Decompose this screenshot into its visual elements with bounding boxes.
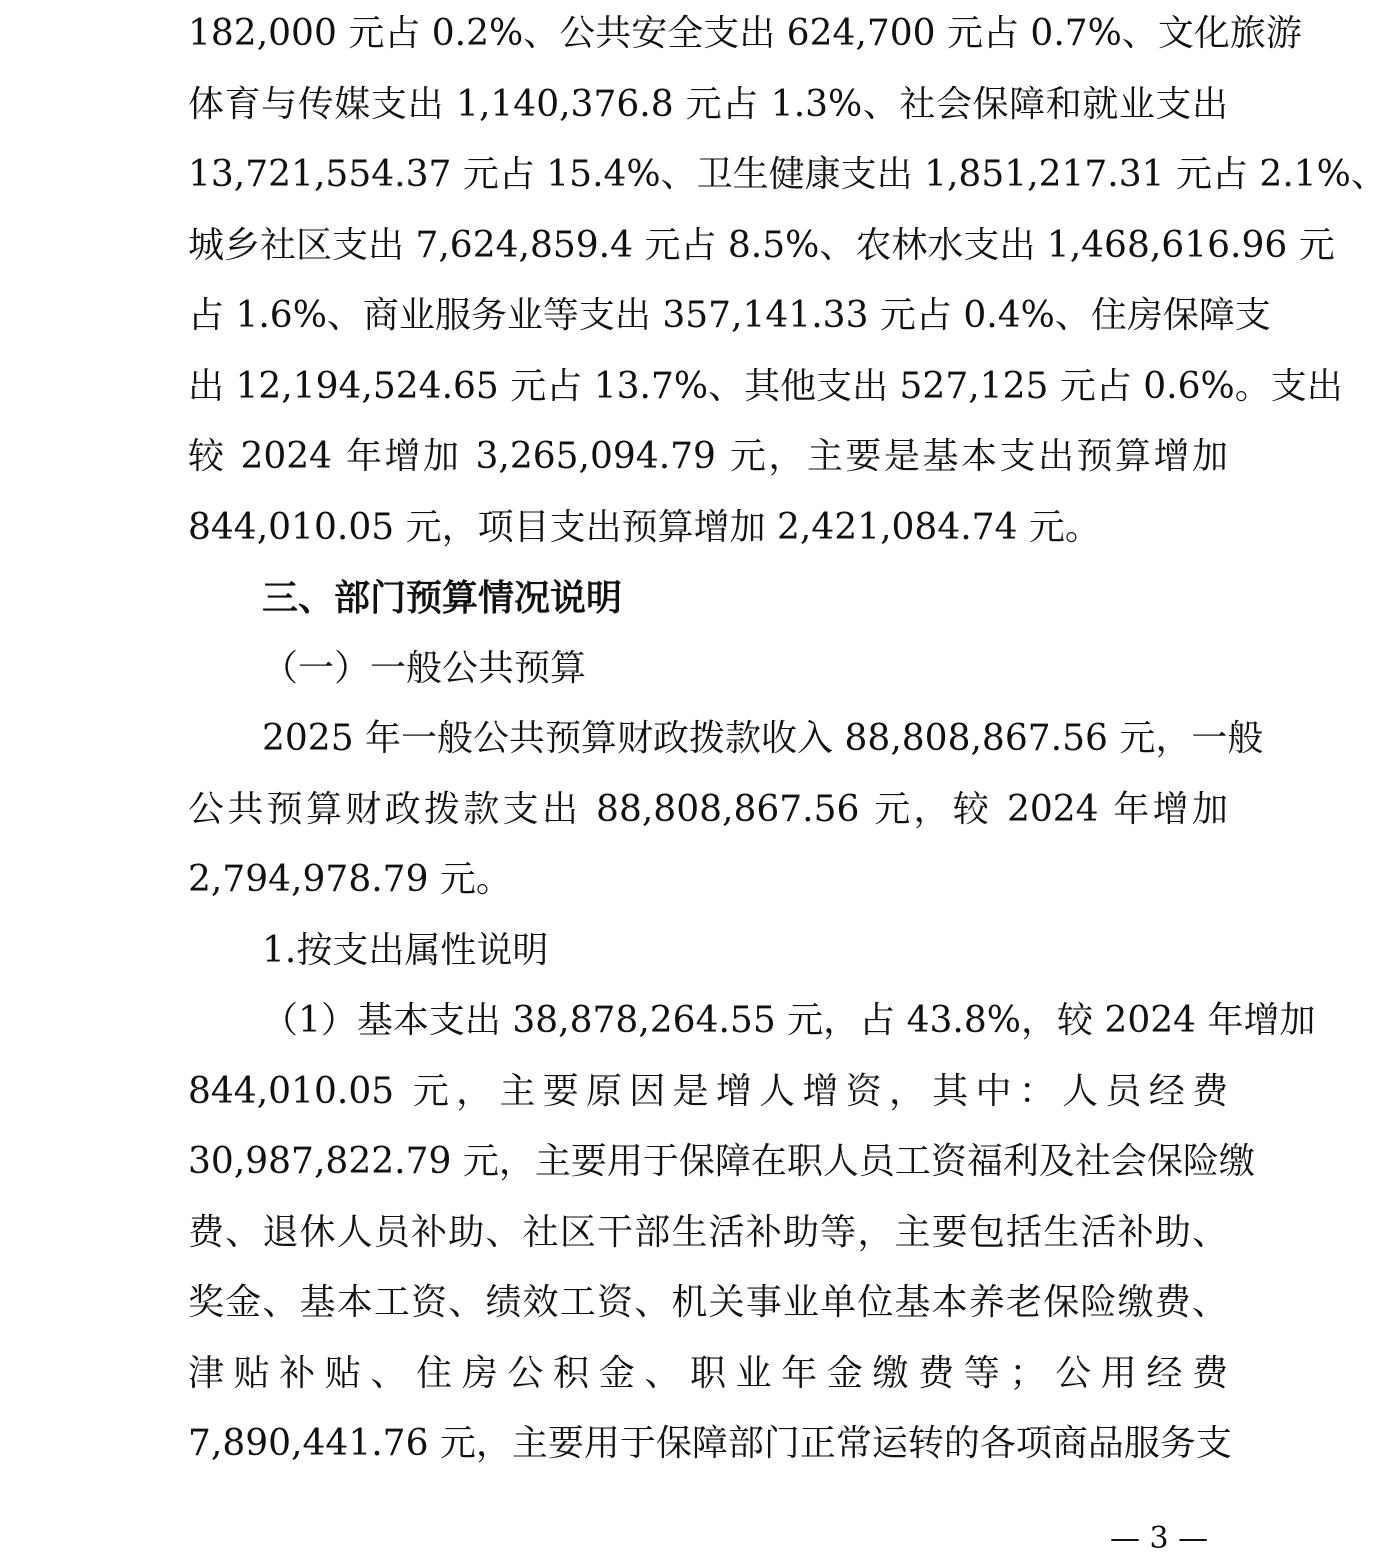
body-line-16: 奖金、基本工资、绩效工资、机关事业单位基本养老保险缴费、	[188, 1282, 1228, 1323]
subsection-heading: （一）一般公共预算	[262, 648, 587, 689]
body-line-4: 城乡社区支出 7,624,859.4 元占 8.5%、农林水支出 1,468,616.96 元	[188, 225, 1335, 266]
item-heading: 1.按支出属性说明	[262, 930, 549, 971]
body-line-9: 2025 年一般公共预算财政拨款收入 88,808,867.56 元，一般	[262, 718, 1264, 759]
body-line-1: 182,000 元占 0.2%、公共安全支出 624,700 元占 0.7%、文化旅游	[188, 13, 1302, 54]
body-line-10: 公共预算财政拨款支出 88,808,867.56 元，较 2024 年增加	[188, 789, 1228, 830]
body-line-6: 出 12,194,524.65 元占 13.7%、其他支出 527,125 元占 0.6%。支出	[188, 366, 1343, 407]
body-line-14: 30,987,822.79 元，主要用于保障在职人员工资福利及社会保险缴	[188, 1141, 1255, 1182]
body-line-12: （1）基本支出 38,878,264.55 元，占 43.8%，较 2024 年增加	[262, 1000, 1316, 1041]
body-line-5: 占 1.6%、商业服务业等支出 357,141.33 元占 0.4%、住房保障支	[188, 295, 1271, 336]
body-line-15: 费、退休人员补助、社区干部生活补助等，主要包括生活补助、	[188, 1212, 1228, 1253]
body-line-3: 13,721,554.37 元占 15.4%、卫生健康支出 1,851,217.31 元占 2.1%、	[188, 154, 1387, 195]
body-line-13: 844,010.05 元，主要原因是增人增资，其中：人员经费	[188, 1071, 1228, 1112]
body-line-18: 7,890,441.76 元，主要用于保障部门正常运转的各项商品服务支	[188, 1423, 1232, 1464]
page-number: — 3 —	[1110, 1521, 1209, 1556]
section-heading: 三、部门预算情况说明	[262, 577, 623, 619]
body-line-2: 体育与传媒支出 1,140,376.8 元占 1.3%、社会保障和就业支出	[188, 84, 1228, 125]
body-line-8: 844,010.05 元，项目支出预算增加 2,421,084.74 元。	[188, 507, 1101, 548]
body-line-17: 津贴补贴、住房公积金、职业年金缴费等；公用经费	[188, 1353, 1228, 1394]
body-line-11: 2,794,978.79 元。	[188, 859, 512, 900]
body-line-7: 较 2024 年增加 3,265,094.79 元，主要是基本支出预算增加	[188, 436, 1228, 477]
